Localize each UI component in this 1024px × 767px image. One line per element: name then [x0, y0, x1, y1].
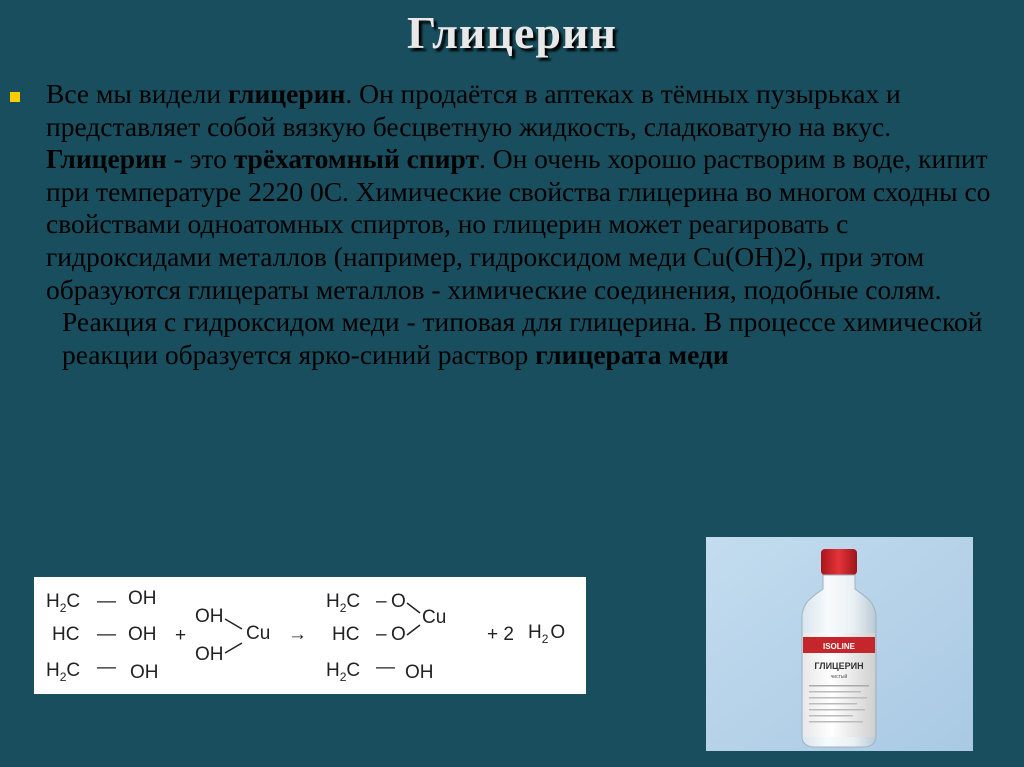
svg-text:OH: OH — [128, 624, 157, 645]
bullet-marker — [10, 92, 20, 102]
plus-water-coefficient: + 2 — [487, 624, 514, 645]
svg-text:H2C: $H_2C$ — [326, 591, 361, 615]
water-formula: $H_2$ O — [528, 622, 566, 646]
body-text — [46, 78, 996, 371]
svg-text:H2C: $H_2C$ — [46, 591, 81, 615]
svg-text:Cu: Cu — [246, 623, 271, 644]
svg-text:H2C: $H_2C$ — [46, 660, 81, 684]
svg-text:–: – — [376, 624, 387, 645]
svg-text:OH: OH — [195, 606, 224, 627]
copper-glycerate-formula — [326, 591, 446, 684]
label-brand: ISOLINE — [822, 642, 856, 651]
svg-text:OH: OH — [130, 662, 159, 683]
svg-text:O: O — [391, 591, 406, 612]
bottle-cap — [821, 549, 857, 575]
paragraph1-run-5: трёхатомный спирт — [233, 143, 479, 175]
svg-text:–: – — [376, 591, 387, 612]
svg-text:OH: OH — [195, 644, 224, 665]
label-product-name: ГЛИЦЕРИН — [814, 661, 864, 671]
paragraph1-run-1: глицерин — [227, 78, 346, 109]
glycerin-bottle-photo — [706, 537, 973, 751]
paragraph1-run-0: Все мы видели — [46, 78, 228, 109]
paragraph1-run-4: - это — [166, 143, 234, 175]
reaction-equation — [34, 577, 586, 694]
glycerol-formula — [46, 588, 159, 684]
reaction-arrow: → — [288, 624, 307, 645]
svg-text:Cu: Cu — [422, 607, 447, 628]
paragraph2-run-1: глицерата меди — [535, 338, 729, 370]
paragraph2-run-0: Реакция с гидроксидом меди - типовая для глицерина. В процессе химической реакции образуется ярко-синий раствор — [62, 306, 983, 370]
paragraph-2 — [46, 306, 996, 371]
slide-title: Глицерин — [407, 7, 617, 58]
svg-text:OH: OH — [405, 662, 434, 683]
label-subtitle: чистый — [830, 674, 848, 680]
svg-text:HC: HC — [52, 624, 80, 645]
svg-text:—: — — [376, 657, 395, 678]
paragraph1-run-6: . Он очень хорошо растворим в воде, кипит при температуре 2220 0С. Химические свойства глицерина во многом сходны со свойствами одноатомных спиртов, но глицерин может реагировать с гидроксидами металлов (например, гидроксидом меди Cu(OH)2), при этом образуются глицераты металлов - химические соединения, подобные солям. — [46, 143, 991, 305]
svg-text:—: — — [97, 624, 116, 645]
paragraph1-run-3: Глицерин — [46, 143, 167, 175]
svg-text:H2C: $H_2C$ — [326, 660, 361, 684]
svg-text:HC: HC — [332, 624, 360, 645]
plus-sign: + — [175, 625, 187, 646]
svg-text:OH: OH — [128, 588, 157, 609]
copper-hydroxide-formula — [195, 606, 270, 665]
svg-text:—: — — [97, 591, 116, 612]
paragraph-1 — [46, 78, 996, 306]
paragraph1-run-2: . Он продаётся в аптеках в тёмных пузырьках и представляет собой вязкую бесцветную жидкость, сладковатую на вкус. — [46, 78, 901, 142]
svg-text:—: — — [97, 657, 116, 678]
svg-text:O: O — [391, 624, 406, 645]
